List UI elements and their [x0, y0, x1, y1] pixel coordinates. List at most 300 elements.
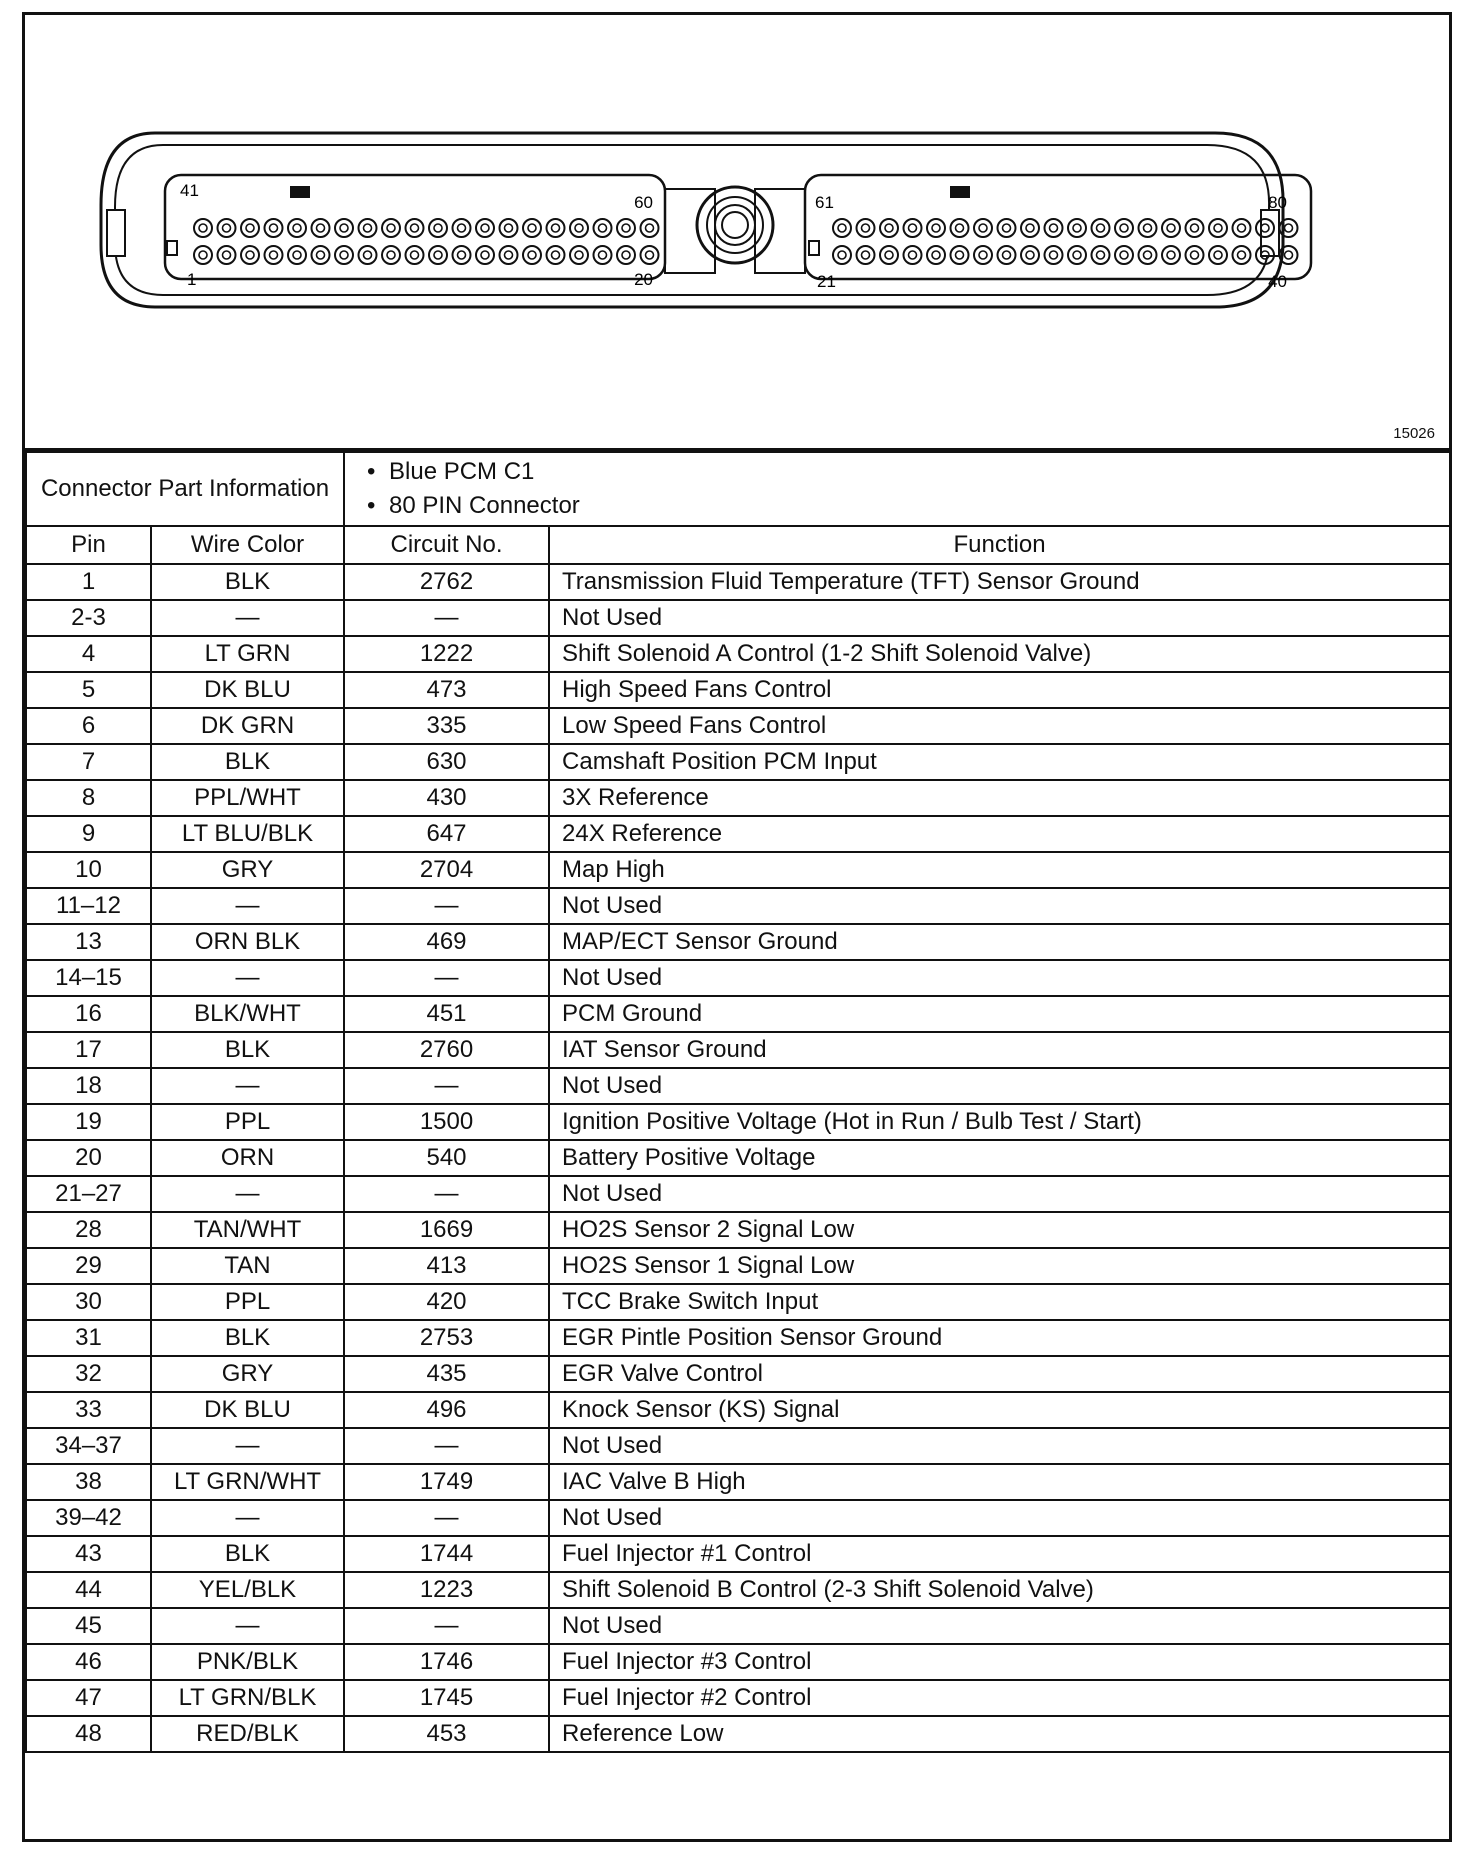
function-cell: Map High — [549, 852, 1450, 888]
pin-cell: 47 — [26, 1680, 151, 1716]
pin-cell: 45 — [26, 1608, 151, 1644]
table-row — [26, 564, 1450, 600]
function-cell: Not Used — [549, 888, 1450, 924]
pin-hole — [335, 219, 353, 237]
table-row — [26, 1644, 1450, 1680]
table-row — [26, 1356, 1450, 1392]
pin-hole-center — [1003, 251, 1011, 259]
wire-color-cell: ORN BLK — [151, 924, 344, 960]
pin-hole — [1209, 246, 1227, 264]
pin-hole-center — [1026, 224, 1034, 232]
pin-hole-center — [575, 251, 583, 259]
circuit-cell: — — [344, 1608, 549, 1644]
latch-left — [107, 210, 125, 256]
pin-hole — [1233, 219, 1251, 237]
pin-hole-center — [1120, 224, 1128, 232]
pin-hole-center — [838, 224, 846, 232]
pin-hole — [500, 246, 518, 264]
pin-hole-center — [434, 251, 442, 259]
table-row — [26, 1320, 1450, 1356]
figure-number: 15026 — [1393, 425, 1435, 442]
column-header-pin: Pin — [26, 526, 151, 564]
table-row — [26, 1716, 1450, 1752]
circuit-cell: 496 — [344, 1392, 549, 1428]
wire-color-cell: — — [151, 960, 344, 996]
function-cell: Battery Positive Voltage — [549, 1140, 1450, 1176]
column-header-wire-color: Wire Color — [151, 526, 344, 564]
pin-cell: 18 — [26, 1068, 151, 1104]
pin-hole — [594, 219, 612, 237]
pin-hole — [880, 219, 898, 237]
wire-color-cell: PPL — [151, 1104, 344, 1140]
pin-hole-center — [1191, 224, 1199, 232]
pin-hole-center — [1050, 224, 1058, 232]
function-cell: Shift Solenoid A Control (1-2 Shift Solenoid Valve) — [549, 636, 1450, 672]
function-cell: Fuel Injector #3 Control — [549, 1644, 1450, 1680]
pin-hole — [265, 246, 283, 264]
bolt-core — [722, 212, 748, 238]
pin-cell: 32 — [26, 1356, 151, 1392]
circuit-cell: 1744 — [344, 1536, 549, 1572]
pin-hole-center — [1120, 251, 1128, 259]
pin-hole — [218, 246, 236, 264]
table-row — [26, 708, 1450, 744]
table-row — [26, 1464, 1450, 1500]
pin-hole-center — [505, 224, 513, 232]
wire-color-cell: LT GRN/BLK — [151, 1680, 344, 1716]
pin-hole — [453, 246, 471, 264]
pin-hole-center — [1214, 251, 1222, 259]
pin-hole-center — [622, 224, 630, 232]
pin-hole — [617, 246, 635, 264]
pin-hole-center — [387, 224, 395, 232]
pin-cell: 4 — [26, 636, 151, 672]
pin-hole-center — [1238, 224, 1246, 232]
function-cell: EGR Pintle Position Sensor Ground — [549, 1320, 1450, 1356]
pin-hole — [476, 219, 494, 237]
circuit-cell: 1749 — [344, 1464, 549, 1500]
table-row — [26, 744, 1450, 780]
pin-hole-center — [599, 251, 607, 259]
circuit-cell: — — [344, 600, 549, 636]
pin-hole — [1186, 246, 1204, 264]
pin-hole-center — [1050, 251, 1058, 259]
label-pin-20: 20 — [634, 270, 653, 289]
function-cell: TCC Brake Switch Input — [549, 1284, 1450, 1320]
wire-color-cell: — — [151, 888, 344, 924]
table-row — [26, 1032, 1450, 1068]
table-row — [26, 1284, 1450, 1320]
circuit-cell: 1746 — [344, 1644, 549, 1680]
pin-cell: 17 — [26, 1032, 151, 1068]
pin-hole — [1092, 246, 1110, 264]
pin-hole-center — [838, 251, 846, 259]
table-row — [26, 1212, 1450, 1248]
pin-cell: 43 — [26, 1536, 151, 1572]
function-cell: Transmission Fluid Temperature (TFT) Sensor Ground — [549, 564, 1450, 600]
circuit-cell: 2753 — [344, 1320, 549, 1356]
pin-hole — [1115, 219, 1133, 237]
pin-cell: 44 — [26, 1572, 151, 1608]
function-cell: 3X Reference — [549, 780, 1450, 816]
pin-hole-center — [528, 224, 536, 232]
pin-hole — [1068, 219, 1086, 237]
circuit-cell: 1500 — [344, 1104, 549, 1140]
wire-color-cell: RED/BLK — [151, 1716, 344, 1752]
pinout-table — [25, 451, 1451, 1753]
pin-hole — [1115, 246, 1133, 264]
function-cell: IAC Valve B High — [549, 1464, 1450, 1500]
table-row — [26, 1428, 1450, 1464]
pin-cell: 20 — [26, 1140, 151, 1176]
pin-hole-center — [1167, 224, 1175, 232]
pin-hole — [429, 246, 447, 264]
wire-color-cell: BLK — [151, 1320, 344, 1356]
pin-hole-center — [223, 251, 231, 259]
function-cell: HO2S Sensor 1 Signal Low — [549, 1248, 1450, 1284]
column-header-circuit: Circuit No. — [344, 526, 549, 564]
pin-cell: 6 — [26, 708, 151, 744]
pin-hole-center — [411, 251, 419, 259]
pin-hole — [1045, 246, 1063, 264]
pin-hole-center — [1214, 224, 1222, 232]
table-row — [26, 780, 1450, 816]
wire-color-cell: — — [151, 1176, 344, 1212]
pin-hole — [453, 219, 471, 237]
circuit-cell: 1745 — [344, 1680, 549, 1716]
pin-hole-center — [246, 251, 254, 259]
pin-hole — [1021, 219, 1039, 237]
connector-info-list — [344, 452, 1450, 526]
polarity-tab-left — [290, 186, 310, 198]
wire-color-cell: TAN/WHT — [151, 1212, 344, 1248]
table-row — [26, 672, 1450, 708]
polarity-tab-right — [950, 186, 970, 198]
pin-hole-center — [1285, 251, 1293, 259]
wire-color-cell: — — [151, 1500, 344, 1536]
pin-hole — [312, 219, 330, 237]
column-header-function: Function — [549, 526, 1450, 564]
pin-cell: 33 — [26, 1392, 151, 1428]
pin-hole — [406, 219, 424, 237]
pin-cell: 34–37 — [26, 1428, 151, 1464]
bolt-outer-ring — [697, 187, 773, 263]
pin-cell: 29 — [26, 1248, 151, 1284]
label-pin-61: 61 — [815, 193, 834, 212]
table-row — [26, 1608, 1450, 1644]
table-row — [26, 1140, 1450, 1176]
pin-hole-center — [199, 251, 207, 259]
wire-color-cell: DK BLU — [151, 1392, 344, 1428]
pin-hole-center — [1238, 251, 1246, 259]
pin-hole — [570, 219, 588, 237]
pin-cell: 48 — [26, 1716, 151, 1752]
table-row — [26, 1104, 1450, 1140]
wire-color-cell: GRY — [151, 852, 344, 888]
pin-hole — [406, 246, 424, 264]
pin-hole-center — [1073, 224, 1081, 232]
pin-hole-center — [1026, 251, 1034, 259]
pin-hole-center — [979, 251, 987, 259]
pin-hole — [547, 219, 565, 237]
circuit-cell: — — [344, 1068, 549, 1104]
pin-hole — [288, 246, 306, 264]
pin-hole-center — [293, 251, 301, 259]
pin-cell: 14–15 — [26, 960, 151, 996]
pin-hole — [359, 246, 377, 264]
circuit-cell: 453 — [344, 1716, 549, 1752]
function-cell: Low Speed Fans Control — [549, 708, 1450, 744]
pin-hole-center — [340, 224, 348, 232]
connector-diagram — [25, 15, 1449, 448]
function-cell: Knock Sensor (KS) Signal — [549, 1392, 1450, 1428]
pin-hole-center — [1073, 251, 1081, 259]
table-row — [26, 1680, 1450, 1716]
pin-hole — [359, 219, 377, 237]
function-cell: High Speed Fans Control — [549, 672, 1450, 708]
pin-hole-center — [505, 251, 513, 259]
circuit-cell: 335 — [344, 708, 549, 744]
pin-hole — [617, 219, 635, 237]
pin-hole — [951, 219, 969, 237]
table-row — [26, 1068, 1450, 1104]
pin-hole-center — [862, 251, 870, 259]
pin-hole — [998, 246, 1016, 264]
function-cell: PCM Ground — [549, 996, 1450, 1032]
label-pin-21: 21 — [817, 272, 836, 291]
pin-hole — [335, 246, 353, 264]
pin-hole — [194, 219, 212, 237]
circuit-cell: 413 — [344, 1248, 549, 1284]
pin-cell: 5 — [26, 672, 151, 708]
pin-hole-center — [387, 251, 395, 259]
table-row — [26, 1176, 1450, 1212]
pin-hole-center — [885, 251, 893, 259]
wire-color-cell: LT GRN — [151, 636, 344, 672]
pin-hole-center — [458, 224, 466, 232]
circuit-cell: — — [344, 1176, 549, 1212]
pin-cell: 19 — [26, 1104, 151, 1140]
wire-color-cell: BLK — [151, 564, 344, 600]
wire-color-cell: TAN — [151, 1248, 344, 1284]
circuit-cell: 420 — [344, 1284, 549, 1320]
pin-hole-center — [646, 224, 654, 232]
circuit-cell: 1223 — [344, 1572, 549, 1608]
pin-hole — [382, 246, 400, 264]
pin-hole — [833, 219, 851, 237]
pin-hole-center — [317, 251, 325, 259]
function-cell: Not Used — [549, 1176, 1450, 1212]
table-row — [26, 888, 1450, 924]
pin-hole — [500, 219, 518, 237]
column-header-row — [26, 526, 1450, 564]
pin-hole-center — [434, 224, 442, 232]
pin-hole-center — [575, 224, 583, 232]
pin-hole-center — [1285, 224, 1293, 232]
pin-hole-center — [932, 251, 940, 259]
table-row — [26, 924, 1450, 960]
wire-color-cell: LT GRN/WHT — [151, 1464, 344, 1500]
pin-hole-center — [1003, 224, 1011, 232]
table-row — [26, 852, 1450, 888]
pin-hole — [904, 246, 922, 264]
pin-hole — [241, 246, 259, 264]
function-cell: Reference Low — [549, 1716, 1450, 1752]
pin-cell: 7 — [26, 744, 151, 780]
pin-hole — [523, 219, 541, 237]
connector-info-row — [26, 452, 1450, 526]
pin-hole-center — [199, 224, 207, 232]
pin-hole — [1068, 246, 1086, 264]
connector-info-label: Connector Part Information — [26, 452, 344, 526]
wire-color-cell: PPL/WHT — [151, 780, 344, 816]
pin-hole-center — [364, 251, 372, 259]
pin-hole-center — [552, 224, 560, 232]
wire-color-cell: BLK — [151, 744, 344, 780]
circuit-cell: 647 — [344, 816, 549, 852]
pin-hole — [1139, 219, 1157, 237]
label-pin-41: 41 — [180, 181, 199, 200]
function-cell: Ignition Positive Voltage (Hot in Run / Bulb Test / Start) — [549, 1104, 1450, 1140]
pin-hole-center — [246, 224, 254, 232]
pin-hole-center — [1144, 224, 1152, 232]
pin-cell: 31 — [26, 1320, 151, 1356]
function-cell: MAP/ECT Sensor Ground — [549, 924, 1450, 960]
key-right — [809, 241, 819, 255]
pin-cell: 21–27 — [26, 1176, 151, 1212]
pin-hole — [1021, 246, 1039, 264]
pin-hole-center — [622, 251, 630, 259]
pin-hole-center — [909, 224, 917, 232]
pin-hole — [974, 219, 992, 237]
pin-hole — [998, 219, 1016, 237]
pin-hole — [857, 219, 875, 237]
pin-hole-center — [317, 224, 325, 232]
circuit-cell: 469 — [344, 924, 549, 960]
pin-hole — [1162, 246, 1180, 264]
pin-hole — [1139, 246, 1157, 264]
pin-holes-left — [194, 219, 659, 264]
circuit-cell: 540 — [344, 1140, 549, 1176]
pin-hole-center — [979, 224, 987, 232]
function-cell: Not Used — [549, 1500, 1450, 1536]
latch-right — [1261, 210, 1279, 256]
wire-color-cell: PPL — [151, 1284, 344, 1320]
function-cell: Camshaft Position PCM Input — [549, 744, 1450, 780]
pin-hole — [594, 246, 612, 264]
connector-info-item: • Blue PCM C1 — [389, 455, 1449, 489]
pin-cell: 8 — [26, 780, 151, 816]
wire-color-cell: BLK — [151, 1032, 344, 1068]
pin-hole-center — [340, 251, 348, 259]
pin-cell: 2-3 — [26, 600, 151, 636]
pin-hole — [547, 246, 565, 264]
label-pin-1: 1 — [187, 270, 197, 289]
pin-hole — [1233, 246, 1251, 264]
table-row — [26, 1572, 1450, 1608]
pin-cell: 13 — [26, 924, 151, 960]
pin-hole-center — [909, 251, 917, 259]
function-cell: Fuel Injector #1 Control — [549, 1536, 1450, 1572]
wire-color-cell: — — [151, 1428, 344, 1464]
document-sheet — [22, 12, 1452, 1842]
table-row — [26, 1536, 1450, 1572]
wire-color-cell: DK BLU — [151, 672, 344, 708]
pin-hole-center — [223, 224, 231, 232]
pin-hole — [429, 219, 447, 237]
circuit-cell: — — [344, 1428, 549, 1464]
pin-hole-center — [1097, 251, 1105, 259]
pin-cell: 1 — [26, 564, 151, 600]
pin-hole-center — [956, 224, 964, 232]
wire-color-cell: — — [151, 1068, 344, 1104]
table-row — [26, 600, 1450, 636]
pin-cell: 28 — [26, 1212, 151, 1248]
pin-hole — [523, 246, 541, 264]
pin-hole-center — [481, 251, 489, 259]
label-pin-80: 80 — [1268, 193, 1287, 212]
pin-hole-center — [270, 224, 278, 232]
circuit-cell: 473 — [344, 672, 549, 708]
circuit-cell: 2760 — [344, 1032, 549, 1068]
table-row — [26, 816, 1450, 852]
circuit-cell: 2762 — [344, 564, 549, 600]
pin-hole — [288, 219, 306, 237]
pin-hole-center — [270, 251, 278, 259]
pin-hole — [312, 246, 330, 264]
function-cell: Not Used — [549, 1068, 1450, 1104]
pin-hole — [1209, 219, 1227, 237]
wire-color-cell: — — [151, 600, 344, 636]
wire-color-cell: YEL/BLK — [151, 1572, 344, 1608]
pin-hole-center — [646, 251, 654, 259]
label-pin-40: 40 — [1268, 272, 1287, 291]
pin-hole — [974, 246, 992, 264]
pin-hole-center — [364, 224, 372, 232]
pin-hole — [1162, 219, 1180, 237]
pin-hole — [927, 246, 945, 264]
table-row — [26, 1500, 1450, 1536]
table-row — [26, 960, 1450, 996]
function-cell: Shift Solenoid B Control (2-3 Shift Solenoid Valve) — [549, 1572, 1450, 1608]
pin-hole — [382, 219, 400, 237]
pin-cell: 9 — [26, 816, 151, 852]
circuit-cell: — — [344, 888, 549, 924]
connector-info-item: • 80 PIN Connector — [389, 489, 1449, 523]
circuit-cell: 2704 — [344, 852, 549, 888]
pin-hole — [904, 219, 922, 237]
pin-hole-center — [885, 224, 893, 232]
pin-hole-center — [599, 224, 607, 232]
circuit-cell: — — [344, 1500, 549, 1536]
wire-color-cell: BLK/WHT — [151, 996, 344, 1032]
circuit-cell: 1669 — [344, 1212, 549, 1248]
pin-cell: 16 — [26, 996, 151, 1032]
pin-hole — [833, 246, 851, 264]
pin-hole-center — [458, 251, 466, 259]
pin-cell: 39–42 — [26, 1500, 151, 1536]
pin-cell: 11–12 — [26, 888, 151, 924]
pin-hole-center — [1144, 251, 1152, 259]
wire-color-cell: — — [151, 1608, 344, 1644]
pin-hole-center — [552, 251, 560, 259]
wire-color-cell: GRY — [151, 1356, 344, 1392]
wire-color-cell: BLK — [151, 1536, 344, 1572]
pin-hole — [241, 219, 259, 237]
pin-hole-center — [932, 224, 940, 232]
pin-hole-center — [411, 224, 419, 232]
pin-hole-center — [528, 251, 536, 259]
